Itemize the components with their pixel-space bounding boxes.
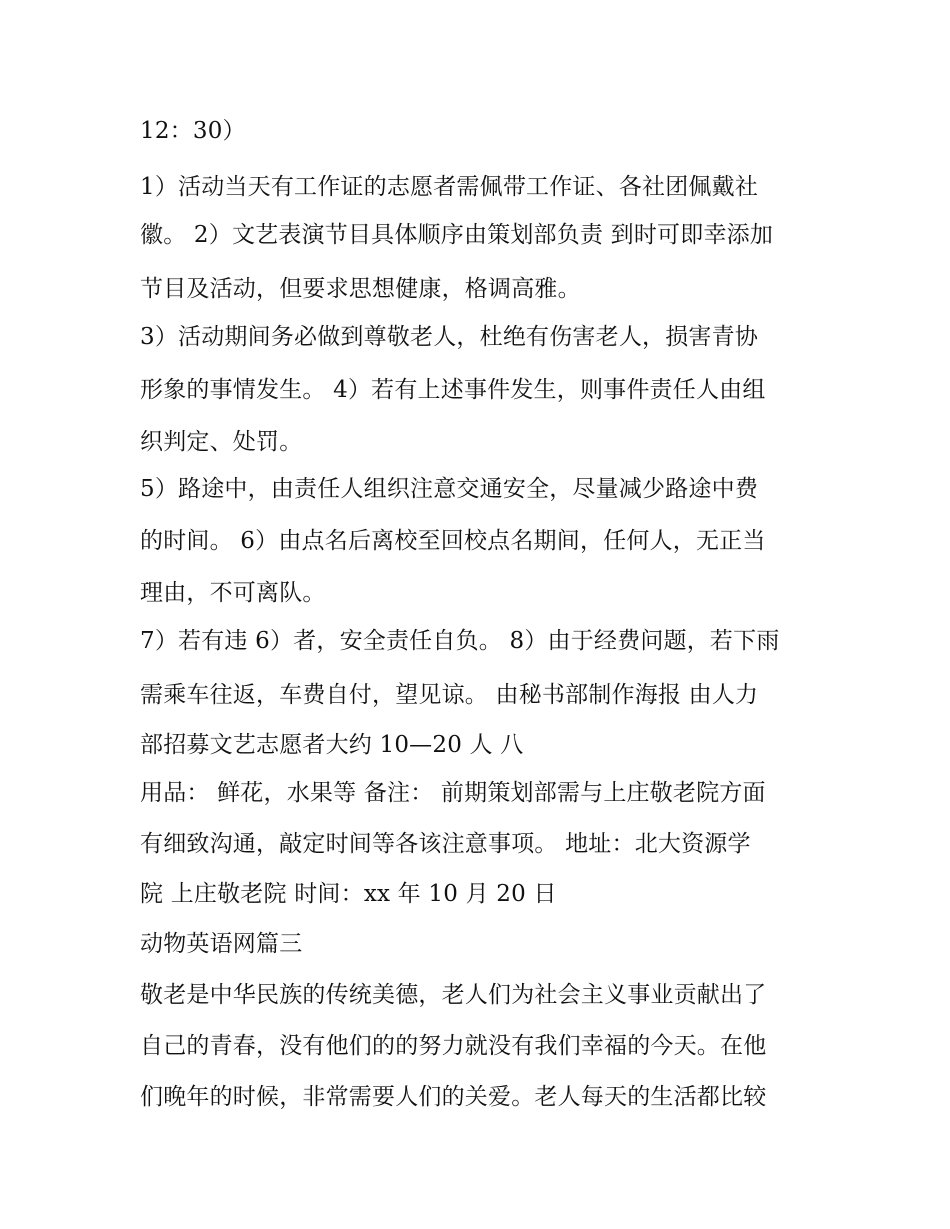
- text-line: 1）活动当天有工作证的志愿者需佩带工作证、各社团佩戴社: [140, 174, 759, 200]
- text-line: 部招募文艺志愿者大约 10—20 人 八: [140, 732, 524, 758]
- text-line: 院 上庄敬老院 时间：xx 年 10 月 20 日: [140, 881, 557, 907]
- text-line: 有细致沟通，敲定时间等各该注意事项。 地址：北大资源学: [140, 831, 751, 857]
- text-line: 自己的青春，没有他们的的努力就没有我们幸福的今天。在他: [140, 1033, 767, 1059]
- text-line: 们晚年的时候，非常需要人们的关爱。老人每天的生活都比较: [140, 1084, 767, 1110]
- text-line: 5）路途中，由责任人组织注意交通安全，尽量减少路途中费: [140, 476, 759, 502]
- section-heading: 动物英语网篇三: [140, 931, 303, 957]
- text-line: 需乘车往返，车费自付，望见谅。 由秘书部制作海报 由人力: [140, 682, 759, 708]
- text-line: 敬老是中华民族的传统美德，老人们为社会主义事业贡献出了: [140, 982, 767, 1008]
- text-line: 的时间。 6）由点名后离校至回校点名期间，任何人，无正当: [140, 528, 766, 554]
- text-line: 节目及活动，但要求思想健康，格调高雅。: [140, 276, 581, 302]
- text-line: 用品： 鲜花，水果等 备注： 前期策划部需与上庄敬老院方面: [140, 780, 766, 806]
- text-line: 7）若有违 6）者，安全责任自负。 8）由于经费问题，若下雨: [140, 628, 780, 654]
- text-line: 形象的事情发生。 4）若有上述事件发生，则事件责任人由组: [140, 377, 766, 403]
- text-line: 织判定、处罚。: [140, 429, 303, 455]
- text-line: 3）活动期间务必做到尊敬老人，杜绝有伤害老人，损害青协: [140, 324, 759, 350]
- text-line: 12：30）: [140, 118, 246, 144]
- text-line: 徽。 2）文艺表演节目具体顺序由策划部负责 到时可即幸添加: [140, 222, 774, 248]
- text-line: 理由，不可离队。: [140, 580, 326, 606]
